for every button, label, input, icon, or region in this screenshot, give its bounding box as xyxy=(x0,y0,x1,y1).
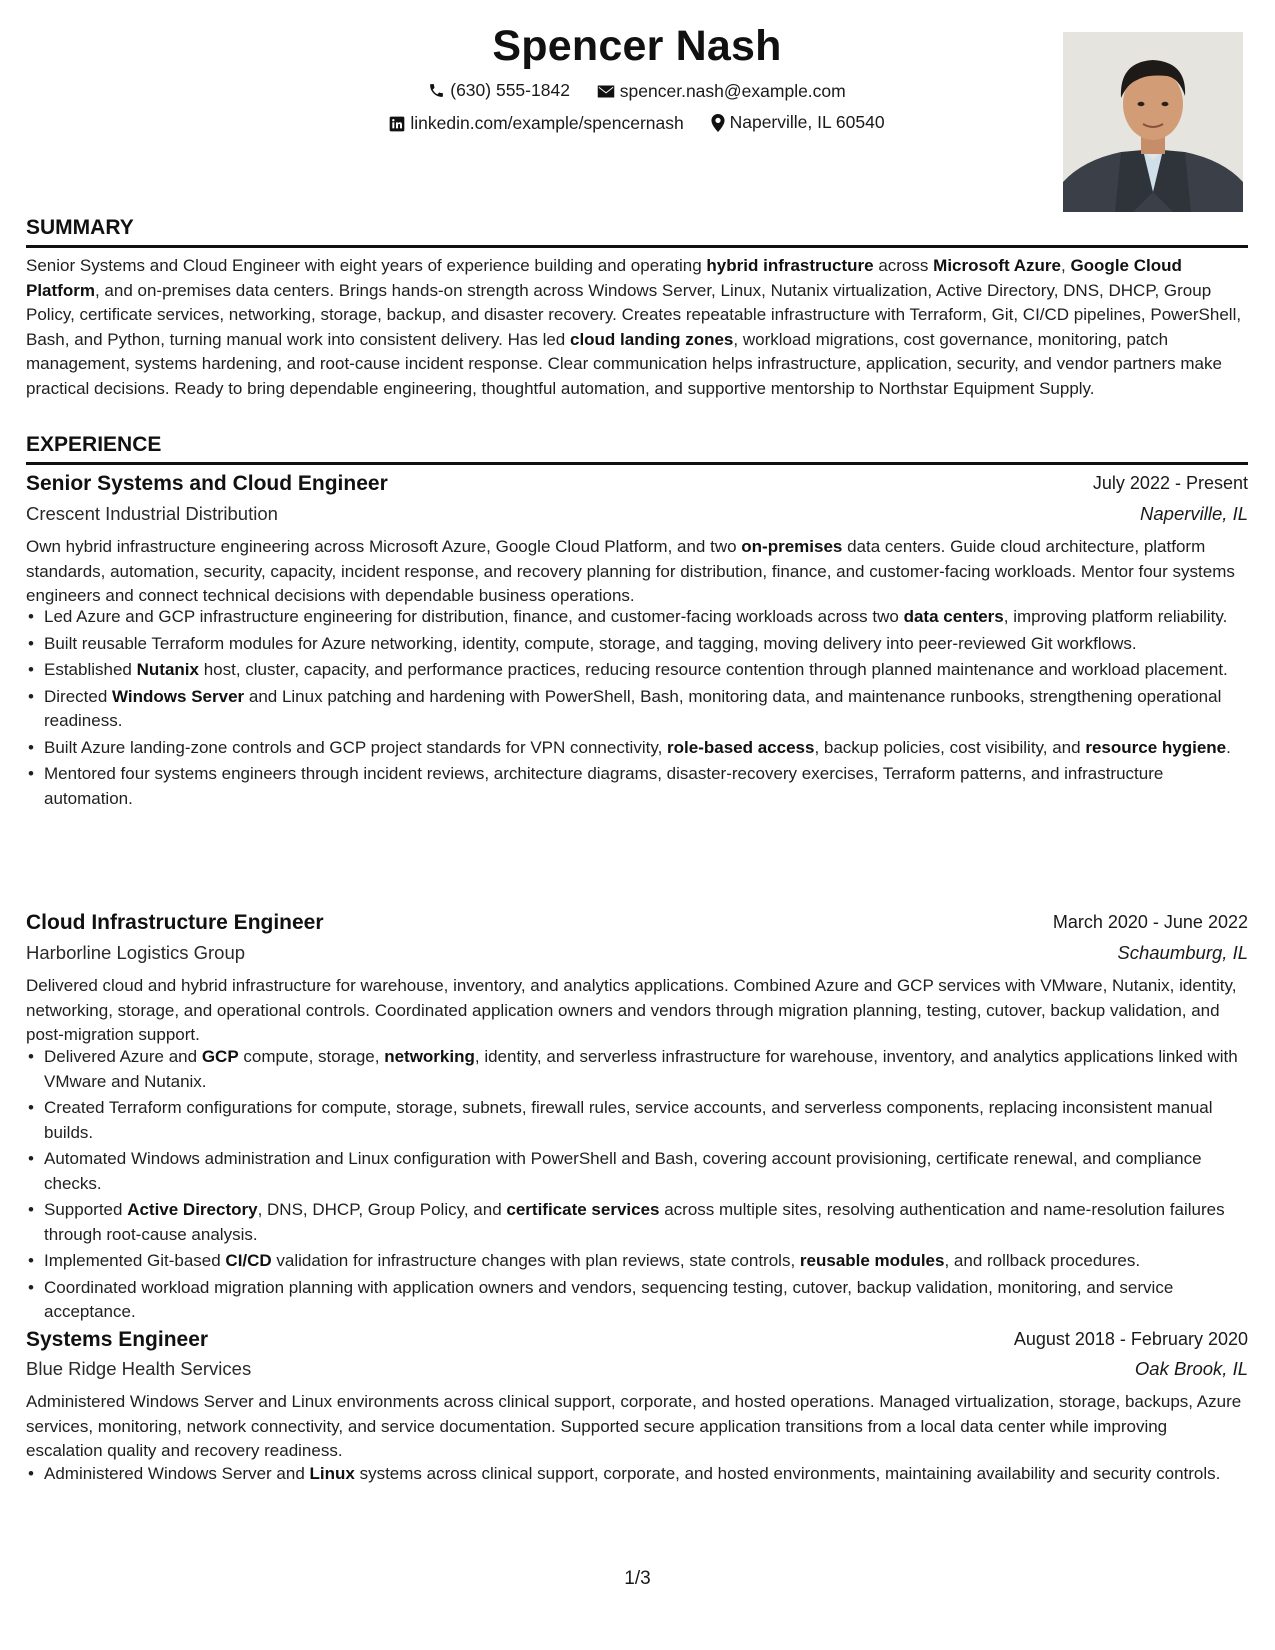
job-location: Schaumburg, IL xyxy=(1117,942,1248,963)
bullet-item xyxy=(26,1198,1248,1247)
text-run: data centers. Guide cloud architecture, platform standards, automation, security, capacity, incident response, and recovery planning for distribution, finance, and customer-facing workloads. Mentor four systems engineers and connect technical decisions with dependable business operations. xyxy=(26,537,1235,605)
text-run: Established xyxy=(44,660,137,679)
emphasis-text: cloud landing zones xyxy=(569,329,734,349)
emphasis-text: Microsoft Azure xyxy=(933,256,1061,275)
bullet-item xyxy=(26,658,1248,683)
job-dates: July 2022 - Present xyxy=(1092,473,1248,493)
linkedin-contact[interactable] xyxy=(389,113,683,134)
text-run: Coordinated workload migration planning with application owners and vendors, sequencing testing, cutover, backup validation, monitoring, and service acceptance. xyxy=(44,1277,1174,1321)
job-dates: March 2020 - June 2022 xyxy=(1052,912,1248,932)
text-run: across xyxy=(873,256,934,275)
job-dates: August 2018 - February 2020 xyxy=(1013,1329,1248,1349)
text-run: Directed xyxy=(44,686,113,706)
text-run: Led Azure and GCP infrastructure engineering for distribution, finance, and customer-facing workloads across two xyxy=(44,607,904,626)
resume-header xyxy=(26,20,1248,220)
map-pin-icon xyxy=(711,114,725,132)
text-run: . xyxy=(1226,737,1231,757)
job-location: Naperville, IL xyxy=(1140,503,1248,524)
text-run: , and rollback procedures. xyxy=(944,1251,1141,1270)
job-description xyxy=(26,535,1248,609)
job-company: Crescent Industrial Distribution xyxy=(26,503,278,524)
text-run: , and on-premises data centers. Brings hands-on strength across Windows Server, Linux, Nutanix virtualization, Active Directory, DNS, DHCP, Group Policy, certificate services, networking, storage, backup, and disaster recovery. Creates repeatable infrastructure with Terraform, Git, CI/CD pipelines, PowerShell, Bash, and Python, turning manual work into consistent delivery. Has led xyxy=(26,280,1242,349)
bullet-item xyxy=(26,762,1248,811)
text-run: Built reusable Terraform modules for Azure networking, identity, compute, storage, and tagging, moving delivery into peer-reviewed Git workflows. xyxy=(44,633,1137,653)
emphasis-text: Active Directory xyxy=(127,1200,258,1219)
job-description xyxy=(26,1390,1248,1464)
job-title: Systems Engineer xyxy=(26,1328,209,1351)
emphasis-text: certificate services xyxy=(506,1200,660,1219)
bullet-item xyxy=(26,1249,1248,1274)
email-contact[interactable] xyxy=(597,81,846,102)
job-title: Cloud Infrastructure Engineer xyxy=(26,911,324,934)
bullet-item xyxy=(26,1276,1248,1325)
bullet-item xyxy=(26,632,1248,657)
profile-photo-image xyxy=(1063,32,1243,212)
text-run: Created Terraform configurations for compute, storage, subnets, firewall rules, service accounts, and serverless components, replacing inconsistent manual builds. xyxy=(44,1098,1213,1142)
text-run: Mentored four systems engineers through incident reviews, architecture diagrams, disaster-recovery exercises, Terraform patterns, and infrastructure automation. xyxy=(44,764,1164,808)
bullet-item xyxy=(26,1045,1248,1094)
emphasis-text: hybrid infrastructure xyxy=(706,256,874,275)
text-run: Administered Windows Server and Linux environments across clinical support, corporate, and hosted operations. Managed virtualization, storage, backups, Azure services, monitoring, network connectivity, and service documentation. Supported secure application transitions from a local data center while improving escalation quality and recovery readiness. xyxy=(26,1392,1242,1460)
emphasis-text: Google Cloud Platform xyxy=(26,256,1182,300)
text-run: Own hybrid infrastructure engineering across Microsoft Azure, Google Cloud Platform, and two xyxy=(26,537,742,556)
job-bullets xyxy=(26,1462,1248,1489)
job-bullets xyxy=(26,605,1248,813)
emphasis-text: data centers xyxy=(903,607,1004,626)
text-run: , backup policies, cost visibility, and xyxy=(814,737,1086,757)
text-run: , workload migrations, cost governance, monitoring, patch management, systems hardening, and root-cause incident response. Clear communication helps infrastructure, application, security, and vendor partners make practical decisions. Ready to bring dependable engineering, thoughtful automation, and supportive mentorship to Northstar Equipment Supply. xyxy=(26,329,1222,398)
emphasis-text: Windows Server xyxy=(112,686,245,706)
text-run: systems across clinical support, corporate, and hosted environments, maintaining availability and security controls. xyxy=(354,1464,1221,1483)
phone-contact xyxy=(428,80,570,101)
phone-icon xyxy=(428,82,445,99)
text-run: , identity, and serverless infrastructure for warehouse, inventory, and analytics applications linked with VMware and Nutanix. xyxy=(44,1047,1238,1091)
phone-text: (630) 555-1842 xyxy=(450,80,570,100)
text-run: Implemented Git-based xyxy=(44,1251,226,1270)
profile-photo xyxy=(1063,32,1243,212)
job-location: Oak Brook, IL xyxy=(1134,1358,1248,1379)
text-run: , DNS, DHCP, Group Policy, and xyxy=(257,1200,507,1219)
job-company: Blue Ridge Health Services xyxy=(26,1358,252,1379)
candidate-name: Spencer Nash xyxy=(492,22,782,70)
summary-text xyxy=(26,254,1248,401)
text-run: validation for infrastructure changes with plan reviews, state controls, xyxy=(271,1251,800,1270)
text-run: Delivered Azure and xyxy=(44,1047,202,1066)
emphasis-text: resource hygiene xyxy=(1085,737,1227,757)
bullet-item xyxy=(26,736,1248,761)
location-text: Naperville, IL 60540 xyxy=(729,112,885,132)
bullet-item xyxy=(26,1462,1248,1487)
email-text[interactable]: spencer.nash@example.com xyxy=(619,81,846,101)
page-number: 1/3 xyxy=(624,1568,651,1589)
bullet-item xyxy=(26,1096,1248,1145)
emphasis-text: reusable modules xyxy=(799,1251,945,1270)
job-bullets xyxy=(26,1045,1248,1327)
emphasis-text: GCP xyxy=(201,1047,239,1066)
emphasis-text: role-based access xyxy=(667,737,815,757)
linkedin-icon xyxy=(389,116,405,132)
experience-heading: EXPERIENCE xyxy=(26,433,1248,465)
text-run: Automated Windows administration and Linux configuration with PowerShell and Bash, covering account provisioning, certificate renewal, and compliance checks. xyxy=(44,1149,1202,1193)
text-run: and Linux patching and hardening with PowerShell, Bash, monitoring data, and maintenance runbooks, strengthening operational readiness. xyxy=(44,686,1222,730)
text-run: Administered Windows Server and xyxy=(44,1464,310,1483)
emphasis-text: networking xyxy=(384,1047,475,1066)
emphasis-text: Nutanix xyxy=(136,660,199,679)
location-contact xyxy=(711,112,885,133)
text-run: , improving platform reliability. xyxy=(1003,607,1228,626)
linkedin-text[interactable]: linkedin.com/example/spencernash xyxy=(410,113,684,133)
text-run: Senior Systems and Cloud Engineer with eight years of experience building and operating xyxy=(26,256,707,275)
text-run: Built Azure landing-zone controls and GCP project standards for VPN connectivity, xyxy=(44,737,668,757)
text-run: Delivered cloud and hybrid infrastructure for warehouse, inventory, and analytics applications. Combined Azure and GCP services with VMware, Nutanix, identity, networking, storage, and operational controls. Coordinated application owners and vendors through migration planning, testing, cutover, backup validation, and post-migration support. xyxy=(26,976,1237,1044)
job-description xyxy=(26,974,1248,1048)
bullet-item xyxy=(26,605,1248,630)
text-run: Supported xyxy=(44,1200,128,1219)
text-run: compute, storage, xyxy=(238,1047,385,1066)
summary-heading: SUMMARY xyxy=(26,216,1248,248)
emphasis-text: on-premises xyxy=(741,537,843,556)
bullet-item xyxy=(26,685,1248,734)
envelope-icon xyxy=(597,84,615,99)
emphasis-text: CI/CD xyxy=(225,1251,272,1270)
text-run: host, cluster, capacity, and performance practices, reducing resource contention through planned maintenance and workload placement. xyxy=(198,660,1228,679)
bullet-item xyxy=(26,1147,1248,1196)
text-run: , xyxy=(1060,256,1071,275)
job-title: Senior Systems and Cloud Engineer xyxy=(26,472,388,495)
text-run: across multiple sites, resolving authentication and name-resolution failures through root-cause analysis. xyxy=(44,1200,1225,1244)
emphasis-text: Linux xyxy=(309,1464,355,1483)
job-company: Harborline Logistics Group xyxy=(26,942,246,963)
